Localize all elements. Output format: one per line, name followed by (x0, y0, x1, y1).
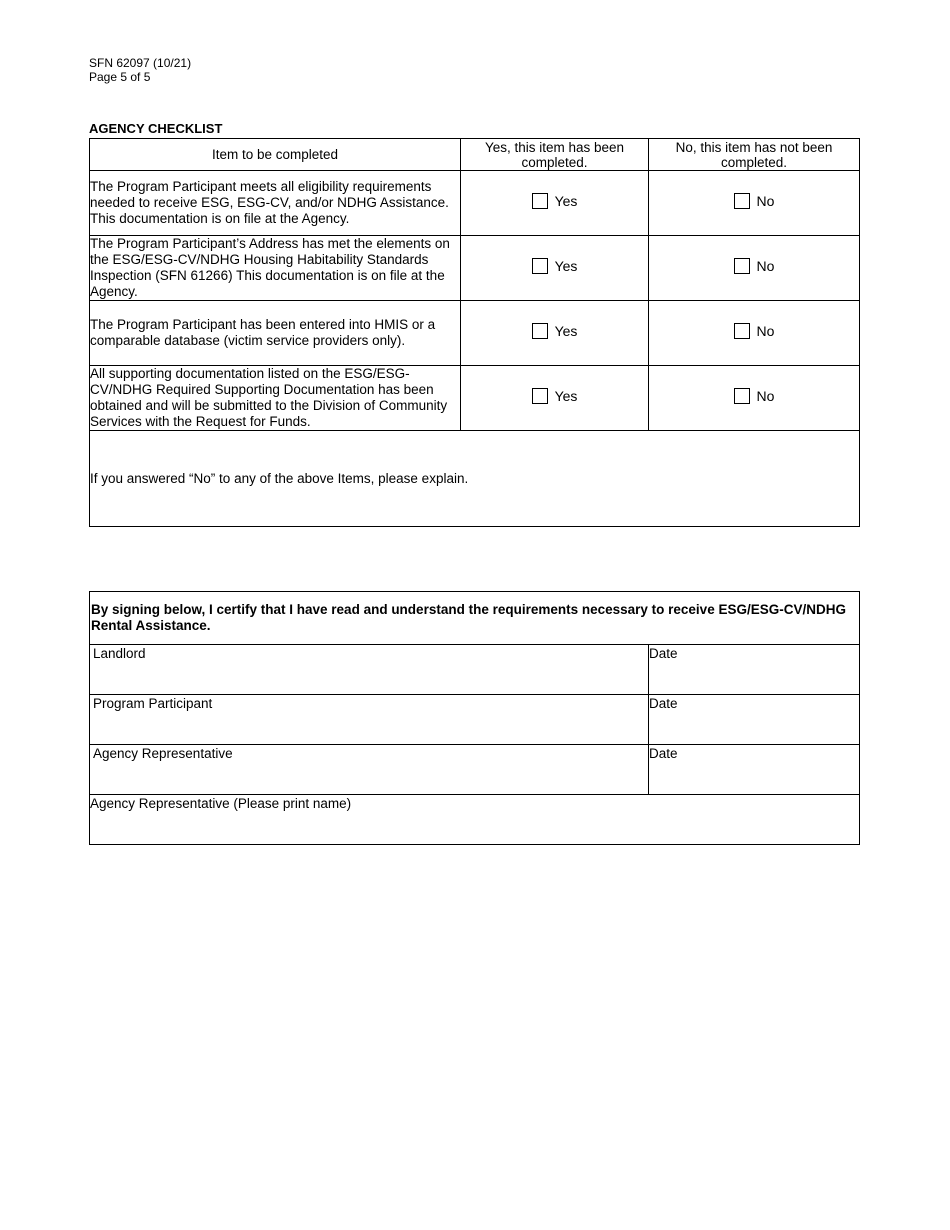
yes-checkbox-address[interactable] (532, 258, 578, 274)
checkbox-box[interactable] (532, 323, 548, 339)
checkbox-label: No (756, 258, 775, 274)
checkbox-box[interactable] (532, 193, 548, 209)
checklist-item-text: The Program Participant’s Address has met the elements on the ESG/ESG-CV/NDHG Housing Habitability Standards Inspection (SFN 61266) This documentation is on file at the Agency. (90, 236, 461, 301)
field-label: Program Participant (93, 696, 213, 711)
checklist-item-text: The Program Participant has been entered into HMIS or a comparable database (victim service providers only). (90, 301, 461, 366)
page-number: Page 5 of 5 (89, 70, 151, 84)
certification-row (90, 592, 860, 645)
yes-cell (461, 301, 649, 366)
column-header-yes: Yes, this item has been completed. (461, 139, 649, 171)
date-label: Date (649, 696, 678, 711)
checklist-row-documentation (90, 366, 860, 431)
agency-date-field[interactable] (649, 745, 860, 795)
no-cell (649, 171, 860, 236)
checklist-item-text: All supporting documentation listed on the ESG/ESG-CV/NDHG Required Supporting Documentation has been obtained and will be submitted to the Division of Community Services with the Request for Funds. (90, 366, 461, 431)
checkbox-label: Yes (554, 193, 578, 209)
participant-date-field[interactable] (649, 695, 860, 745)
yes-checkbox-eligibility[interactable] (532, 193, 578, 209)
signature-row-participant (90, 695, 860, 745)
form-number: SFN 62097 (10/21) (89, 56, 192, 70)
no-checkbox-documentation[interactable] (734, 388, 775, 404)
yes-checkbox-documentation[interactable] (532, 388, 578, 404)
no-cell (649, 236, 860, 301)
explain-row (90, 431, 860, 527)
date-label: Date (649, 746, 678, 761)
no-checkbox-eligibility[interactable] (734, 193, 775, 209)
checklist-item-text: The Program Participant meets all eligibility requirements needed to receive ESG, ESG-CV, and/or NDHG Assistance. This documentation is on file at the Agency. (90, 171, 461, 236)
participant-signature-field[interactable] (90, 695, 649, 745)
form-header (89, 56, 191, 84)
checkbox-box[interactable] (532, 258, 548, 274)
signature-row-landlord (90, 645, 860, 695)
no-cell (649, 366, 860, 431)
agency-print-name-field[interactable] (90, 795, 860, 845)
yes-cell (461, 366, 649, 431)
checkbox-box[interactable] (734, 193, 750, 209)
checkbox-label: Yes (554, 388, 578, 404)
checklist-row-hmis (90, 301, 860, 366)
signature-row-agency (90, 745, 860, 795)
agency-checklist-table (89, 138, 860, 527)
checklist-row-eligibility (90, 171, 860, 236)
no-checkbox-hmis[interactable] (734, 323, 775, 339)
landlord-date-field[interactable] (649, 645, 860, 695)
checkbox-label: No (756, 193, 775, 209)
checkbox-label: Yes (554, 258, 578, 274)
checklist-row-address (90, 236, 860, 301)
signature-table (89, 591, 860, 845)
yes-cell (461, 236, 649, 301)
landlord-signature-field[interactable] (90, 645, 649, 695)
field-label: Agency Representative (93, 746, 233, 761)
checkbox-box[interactable] (734, 258, 750, 274)
field-label: Landlord (93, 646, 146, 661)
yes-cell (461, 171, 649, 236)
checklist-title: AGENCY CHECKLIST (89, 121, 223, 136)
column-header-no: No, this item has not been completed. (649, 139, 860, 171)
field-label: Agency Representative (Please print name) (90, 796, 352, 811)
checkbox-label: No (756, 323, 775, 339)
agency-signature-field[interactable] (90, 745, 649, 795)
checklist-header-row (90, 139, 860, 171)
explain-label: If you answered “No” to any of the above Items, please explain. (90, 470, 469, 486)
checkbox-box[interactable] (734, 388, 750, 404)
checkbox-box[interactable] (532, 388, 548, 404)
print-name-row (90, 795, 860, 845)
checkbox-label: Yes (554, 323, 578, 339)
checkbox-label: No (756, 388, 775, 404)
yes-checkbox-hmis[interactable] (532, 323, 578, 339)
checkbox-box[interactable] (734, 323, 750, 339)
no-checkbox-address[interactable] (734, 258, 775, 274)
column-header-item: Item to be completed (90, 139, 461, 171)
date-label: Date (649, 646, 678, 661)
certification-statement: By signing below, I certify that I have read and understand the requirements necessary to receive ESG/ESG-CV/NDHG Rental Assistance. (90, 592, 860, 645)
no-cell (649, 301, 860, 366)
explain-field[interactable] (90, 431, 860, 527)
